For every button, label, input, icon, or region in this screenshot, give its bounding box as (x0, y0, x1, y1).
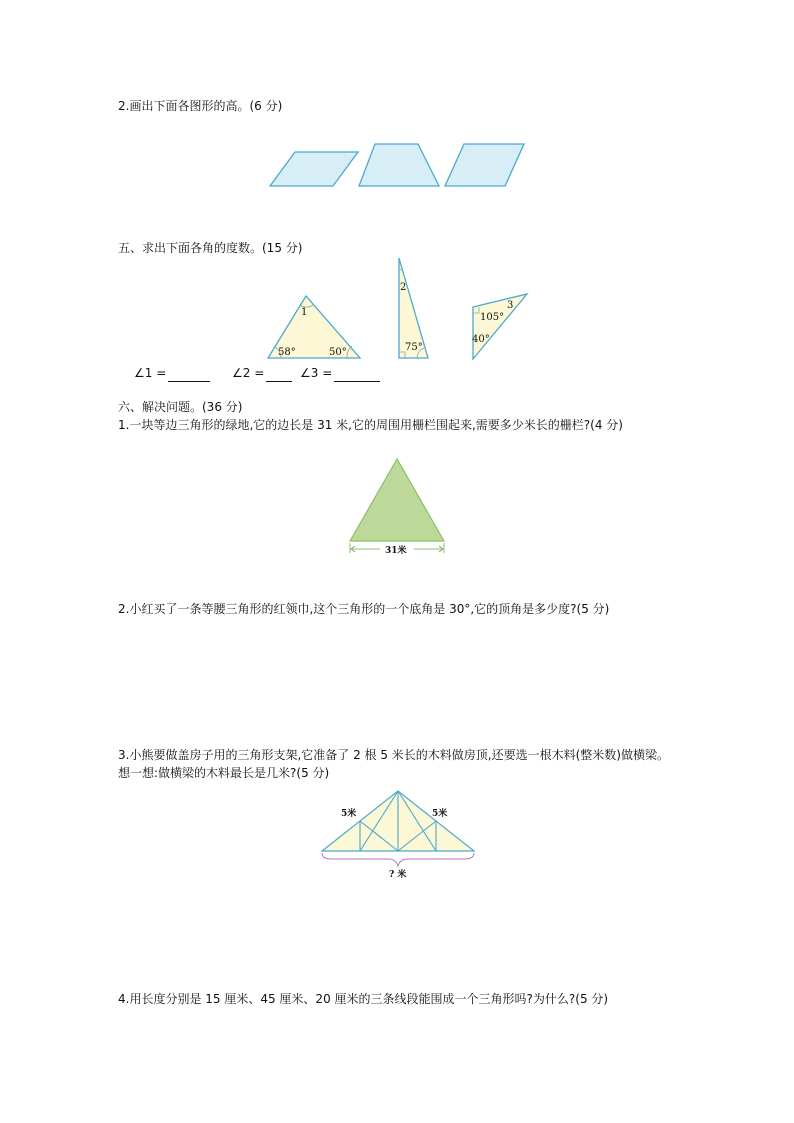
angle-label: 50° (329, 347, 347, 358)
question-title: 2.画出下面各图形的高。(6 分) (118, 99, 283, 113)
problem-2-text: 2.小红买了一条等腰三角形的红领巾,这个三角形的一个底角是 30°,它的顶角是多少度?(5 分) (118, 602, 610, 616)
angle-label: 1 (301, 307, 308, 318)
problem-3-text: 3.小熊要做盖房子用的三角形支架,它准备了 2 根 5 米长的木料做房顶,还要选一根木料(整米数)做横梁。想一想:做横梁的木料最长是几米?(5 分) (118, 748, 669, 780)
angle-label: 40° (472, 334, 490, 345)
section-title: 六、解决问题。(36 分) (118, 400, 243, 414)
problem-4-text: 4.用长度分别是 15 厘米、45 厘米、20 厘米的三条线段能围成一个三角形吗?为什么?(5 分) (118, 992, 609, 1006)
length-label: ? 米 (389, 870, 407, 880)
section-title: 五、求出下面各角的度数。(15 分) (118, 241, 303, 255)
answer-label: ∠2 = (232, 366, 265, 380)
length-label: 5米 (341, 809, 357, 819)
angle-label: 75° (405, 342, 423, 353)
angle-label: 2 (400, 282, 407, 293)
problem-1-text: 1.一块等边三角形的绿地,它的边长是 31 米,它的周围用栅栏围起来,需要多少米长的栅栏?(4 分) (118, 418, 623, 432)
answer-label: ∠1 = (134, 366, 167, 380)
dimension-label: 31米 (385, 546, 407, 556)
length-label: 5米 (432, 809, 448, 819)
angle-label: 3 (507, 300, 514, 311)
angle-label: 58° (278, 347, 296, 358)
angle-label: 105° (480, 312, 505, 323)
brace (322, 853, 474, 866)
answer-label: ∠3 = (300, 366, 333, 380)
